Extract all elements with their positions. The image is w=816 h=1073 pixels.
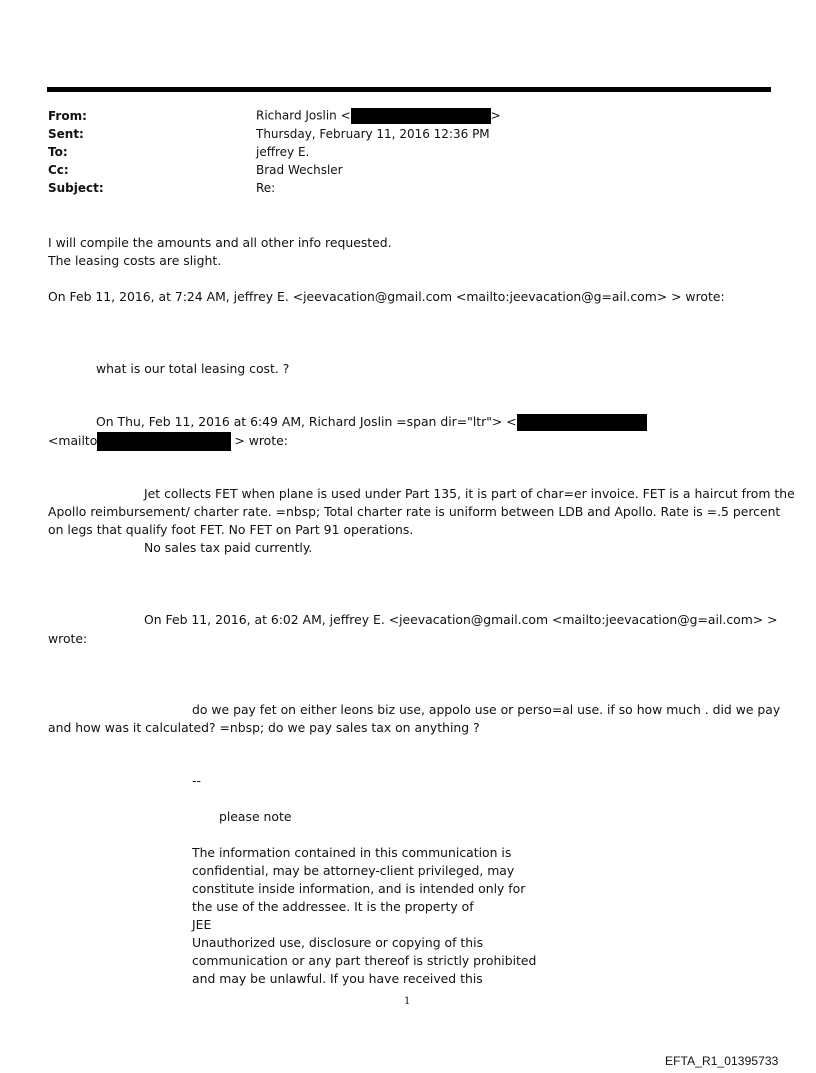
document-id-footer: EFTA_R1_01395733 [665,1054,779,1068]
from-value [256,108,501,124]
quote3-intro-a: On Feb 11, 2016, at 6:02 AM, jeffrey E. <jeevacation@gmail.com <mailto:jeevacation@g=ail.com> > [144,612,778,627]
quote1-text: what is our total leasing cost. ? [96,361,290,376]
disclaimer-line: communication or any part thereof is strictly prohibited [192,953,537,968]
quote2-intro-b-end: > wrote: [234,433,288,448]
page-number: 1 [404,996,411,1007]
redaction-box [351,108,491,124]
cc-label: Cc: [48,163,69,177]
redaction-box [97,432,231,451]
cc-value: Brad Wechsler [256,163,343,177]
disclaimer-line: constitute inside information, and is intended only for [192,881,526,896]
quote2-para-2: No sales tax paid currently. [144,540,313,555]
quote2-intro-b [48,432,288,451]
quote2-intro-a [96,413,647,431]
disclaimer-line: The information contained in this communication is [192,845,512,860]
disclaimer-line: Unauthorized use, disclosure or copying of this [192,935,484,950]
to-label: To: [48,145,68,159]
subject-label: Subject: [48,181,104,195]
from-sender: Richard Joslin < [256,108,351,123]
quote3-line-1: do we pay fet on either leons biz use, appolo use or perso=al use. if so how much . did we pay [192,702,781,717]
subject-value: Re: [256,181,276,195]
signature-dash: -- [192,773,201,788]
sent-value: Thursday, February 11, 2016 12:36 PM [256,127,490,141]
sent-label: Sent: [48,127,84,141]
to-value: jeffrey E. [256,145,310,159]
quote2-intro-b-start: <mailto [48,433,98,448]
disclaimer-line: JEE [192,917,212,932]
header-rule [47,87,771,92]
quote2-para-line-1: Jet collects FET when plane is used under Part 135, it is part of char=er invoice. FET is a haircut from the [144,486,795,501]
from-label: From: [48,109,87,123]
quote1-intro: On Feb 11, 2016, at 7:24 AM, jeffrey E. <jeevacation@gmail.com <mailto:jeevacation@g=ail.com> > wrote: [48,289,725,304]
quote3-intro-b: wrote: [48,631,88,646]
quote2-para-line-3: on legs that qualify foot FET. No FET on Part 91 operations. [48,522,414,537]
body-line-2: The leasing costs are slight. [48,253,222,268]
redaction-box [517,414,647,431]
from-sender-end: > [490,108,501,123]
quote2-para-line-2: Apollo reimbursement/ charter rate. =nbsp; Total charter rate is uniform between LDB and Apollo. Rate is =.5 percent [48,504,781,519]
quote3-line-2: and how was it calculated? =nbsp; do we pay sales tax on anything ? [48,720,480,735]
quote2-intro-a-text: On Thu, Feb 11, 2016 at 6:49 AM, Richard Joslin =span dir="ltr"> < [96,414,517,429]
disclaimer-line: confidential, may be attorney-client privileged, may [192,863,515,878]
disclaimer-line: the use of the addressee. It is the property of [192,899,474,914]
disclaimer-line: and may be unlawful. If you have received this [192,971,483,986]
signature-note: please note [219,809,292,824]
body-line-1: I will compile the amounts and all other info requested. [48,235,392,250]
